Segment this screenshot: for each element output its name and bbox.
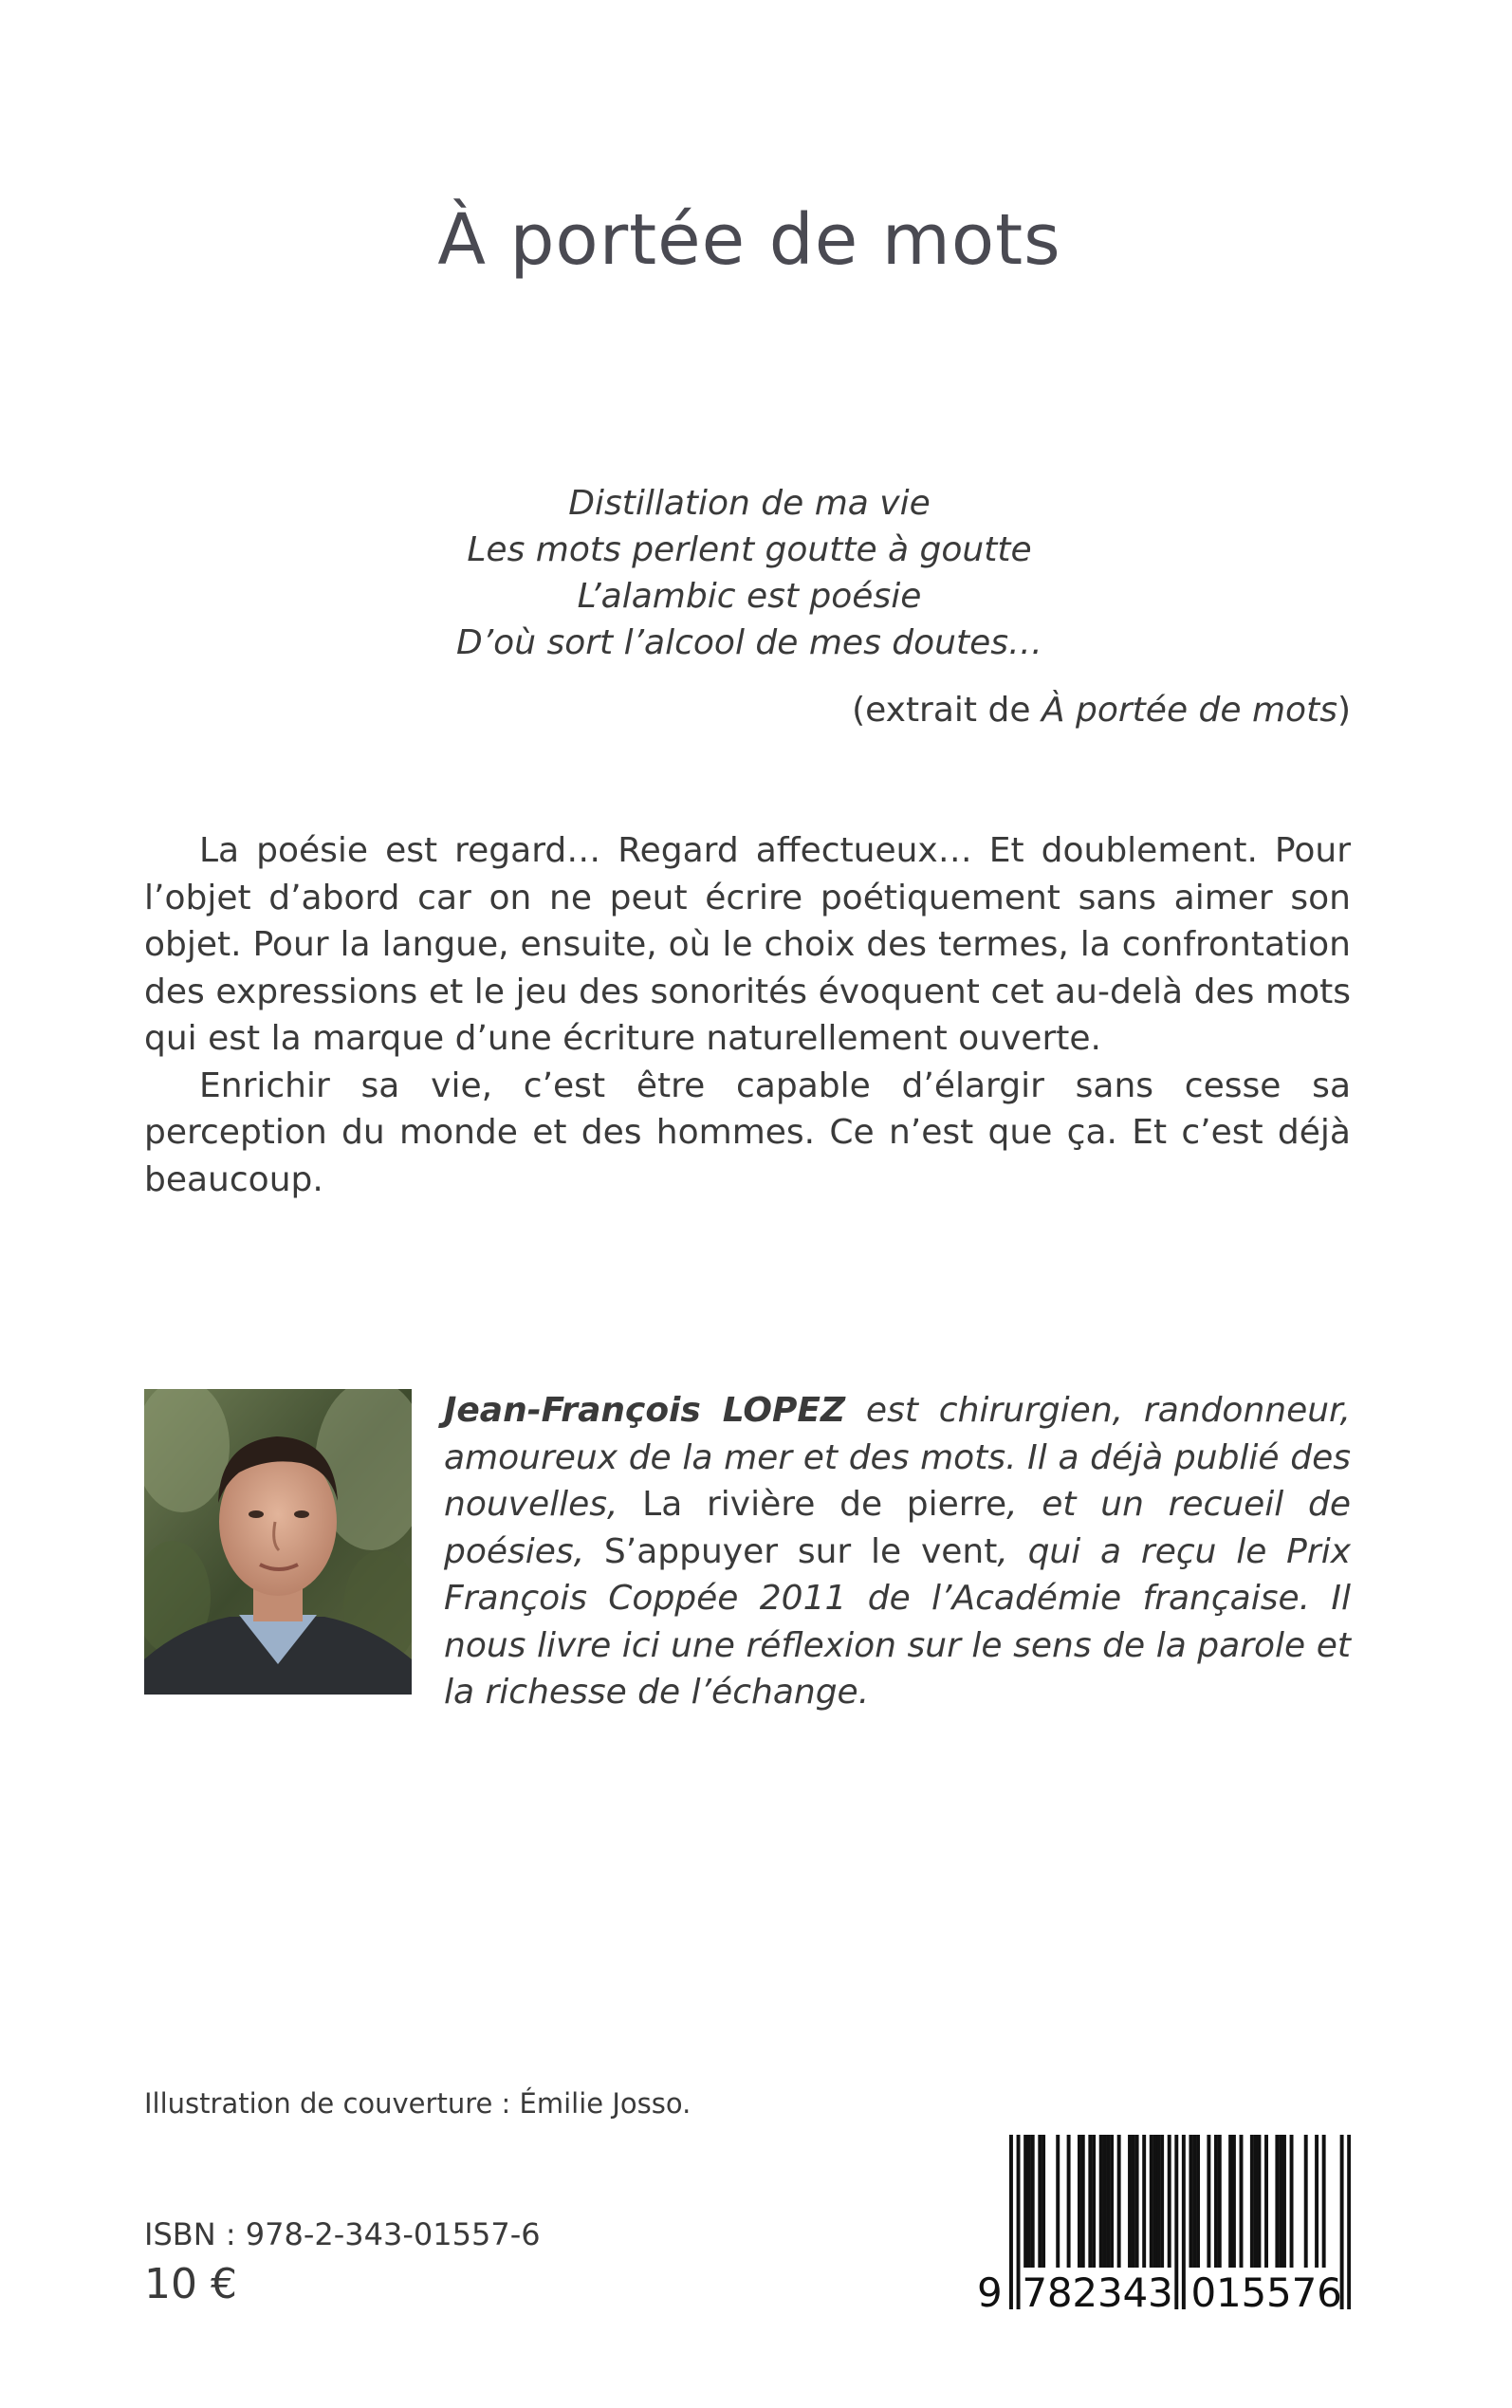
- barcode-bar: [1027, 2135, 1031, 2268]
- barcode-digit: 5: [1241, 2269, 1268, 2316]
- barcode-digit: 7: [1291, 2269, 1318, 2316]
- barcode-bar: [1196, 2135, 1200, 2268]
- poem-line: Distillation de ma vie: [568, 484, 931, 523]
- barcode-digit: 9: [977, 2269, 1004, 2316]
- poem-line: D’où sort l’alcool de mes doutes…: [456, 623, 1042, 662]
- poem-source: [852, 691, 1351, 730]
- barcode-bar: [1189, 2135, 1192, 2268]
- barcode-bar: [1304, 2135, 1308, 2268]
- barcode-bar: [1031, 2135, 1035, 2268]
- barcode-bar: [1038, 2135, 1042, 2268]
- description-paragraph: La poésie est regard… Regard affectueux… Et doublement. Pour l’objet d’abord car on ne peut écrire poétiquement sans aimer son objet. Pour la langue, ensuite, où le choix des termes, la confrontation des expressions et le jeu des sonorités évoquent cet au-delà des mots qui est la marque d’une écriture naturellement ouverte.: [144, 831, 1351, 1058]
- barcode-bar: [1110, 2135, 1114, 2268]
- book-description: [144, 827, 1351, 1203]
- barcode-digit: 2: [1072, 2269, 1099, 2316]
- barcode-bar: [1117, 2135, 1121, 2268]
- barcode-digits: [977, 2269, 1353, 2317]
- author-name: Jean-François LOPEZ: [444, 1391, 846, 1430]
- barcode-bar: [1078, 2135, 1081, 2268]
- book-title: À portée de mots: [437, 199, 1061, 281]
- author-photo: [144, 1389, 412, 1695]
- poem-source-suffix: ): [1337, 691, 1351, 730]
- poem-line: Les mots perlent goutte à goutte: [467, 530, 1032, 569]
- barcode-bar: [1254, 2135, 1258, 2268]
- barcode-bar: [1081, 2135, 1085, 2268]
- barcode-bar: [1150, 2135, 1153, 2268]
- barcode-bar: [1106, 2135, 1110, 2268]
- barcode-bar: [1282, 2135, 1286, 2268]
- barcode-bar: [1279, 2135, 1282, 2268]
- barcode-digit: 3: [1148, 2269, 1174, 2316]
- barcode-bar: [1067, 2135, 1071, 2268]
- author-bio-text: , qui a reçu le Prix François Coppée 2011 de l’Académie française. Il nous livre ici une réflexion sur le sens de la parole et la richesse de l’échange.: [444, 1531, 1351, 1712]
- author-bio-text: est chirurgien, randonneur, amoureux de la mer et des mots. Il a déjà publié des nouvelles,: [444, 1391, 1351, 1524]
- barcode-bar: [1192, 2135, 1196, 2268]
- barcode-digit: 0: [1190, 2269, 1218, 2316]
- barcode-digit: 5: [1266, 2269, 1293, 2316]
- poem-source-prefix: (extrait de: [852, 691, 1042, 730]
- barcode-bar: [1218, 2135, 1222, 2268]
- barcode-bar: [1275, 2135, 1279, 2268]
- barcode-bar: [1168, 2135, 1171, 2268]
- author-work-title: La rivière de pierre: [642, 1485, 1007, 1524]
- poem-source-title: À portée de mots: [1041, 691, 1337, 730]
- author-bio: [444, 1387, 1351, 1716]
- barcode-bar: [1240, 2135, 1244, 2268]
- barcode-bar: [1232, 2135, 1236, 2268]
- barcode-bar: [1322, 2135, 1326, 2268]
- description-paragraph: Enrichir sa vie, c’est être capable d’élargir sans cesse sa perception du monde et des hommes. Ce n’est que ça. Et c’est déjà beaucoup.: [144, 1065, 1351, 1199]
- barcode-bar: [1250, 2135, 1254, 2268]
- barcode-bar: [1257, 2135, 1261, 2268]
- barcode-bar: [1092, 2135, 1096, 2268]
- barcode-bar: [1156, 2135, 1160, 2268]
- barcode-bar: [1264, 2135, 1268, 2268]
- author-work-title: S’appuyer sur le vent: [603, 1531, 998, 1571]
- barcode-bar: [1160, 2135, 1164, 2268]
- barcode-bar: [1153, 2135, 1157, 2268]
- barcode-bar: [1207, 2135, 1210, 2268]
- barcode-bar: [1099, 2135, 1103, 2268]
- barcode-bar: [1228, 2135, 1232, 2268]
- barcode-digit: 6: [1317, 2269, 1343, 2316]
- barcode-bar: [1142, 2135, 1146, 2268]
- barcode-bar: [1315, 2135, 1318, 2268]
- barcode-bar: [1128, 2135, 1132, 2268]
- author-bio-text: , et un recueil de poésies,: [444, 1485, 1351, 1571]
- poem-excerpt: [0, 480, 1499, 666]
- cover-credit: Illustration de couverture : Émilie Josso.: [144, 2087, 691, 2120]
- barcode-bar: [1023, 2135, 1027, 2268]
- price: 10 €: [144, 2260, 237, 2308]
- isbn: ISBN : 978-2-343-01557-6: [144, 2216, 541, 2252]
- barcode-digit: 3: [1097, 2269, 1124, 2316]
- barcode-bar: [1103, 2135, 1107, 2268]
- barcode-bar: [1088, 2135, 1092, 2268]
- barcode-bar: [1135, 2135, 1139, 2268]
- barcode-digit: 4: [1122, 2269, 1150, 2316]
- poem-line: L’alambic est poésie: [577, 577, 922, 616]
- barcode-digit: 7: [1022, 2269, 1049, 2316]
- barcode-bar: [1290, 2135, 1294, 2268]
- barcode-bar: [1042, 2135, 1045, 2268]
- barcode-bar: [1056, 2135, 1060, 2268]
- barcode-digit: 8: [1046, 2269, 1074, 2316]
- barcode-digit: 1: [1216, 2269, 1243, 2316]
- barcode-bar: [1214, 2135, 1218, 2268]
- barcode-bar: [1132, 2135, 1135, 2268]
